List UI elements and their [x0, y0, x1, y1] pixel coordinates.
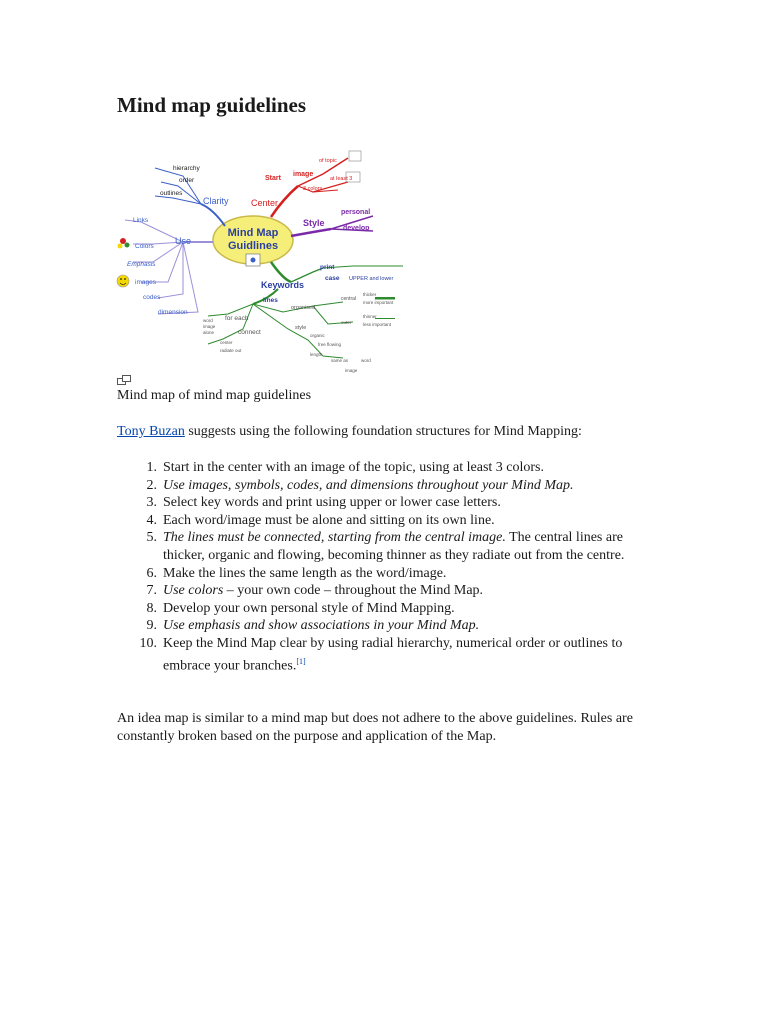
- label-links: Links: [133, 217, 149, 224]
- label-same-as: same as: [331, 358, 349, 363]
- label-case: case: [325, 275, 340, 282]
- label-word: word: [203, 318, 213, 323]
- list-item: 2. Use images, symbols, codes, and dimensions throughout your Mind Map.: [146, 477, 574, 493]
- label-image-2: image: [203, 324, 216, 329]
- figure-caption: Mind map of mind map guidelines: [117, 388, 312, 403]
- label-style: Style: [303, 218, 325, 228]
- label-less-important: less important: [363, 322, 392, 327]
- label-center-2: center: [220, 340, 233, 345]
- intro-text: suggests using the following foundation structures for Mind Mapping:: [184, 424, 582, 439]
- branch-keywords: [203, 262, 403, 373]
- label-of-topic: of topic: [319, 158, 337, 164]
- label-personal: personal: [341, 209, 371, 216]
- label-organic: organic: [310, 333, 325, 338]
- label-outer: outer: [341, 320, 352, 325]
- branch-clarity: [155, 165, 229, 226]
- label-at-least-3: at least 3: [330, 176, 353, 182]
- label-thicker: thicker: [363, 292, 377, 297]
- label-more-important: more important: [363, 300, 394, 305]
- label-for-each: for each: [225, 315, 249, 322]
- color-dots-icon: [120, 238, 126, 244]
- label-3-colors: 3 colors: [303, 186, 323, 192]
- tony-buzan-link[interactable]: Tony Buzan: [117, 424, 185, 439]
- label-images: images: [135, 279, 156, 286]
- list-item: 7. Use colors – your own code – throughout the Mind Map.: [146, 583, 484, 599]
- list-item: 6. Make the lines the same length as the word/image.: [146, 565, 447, 581]
- label-connect: connect: [238, 329, 261, 336]
- closing-paragraph: An idea map is similar to a mind map but does not adhere to the above guidelines. Rules are constantly broken based on the purpose and application of the Map.: [117, 711, 633, 744]
- label-central: central: [341, 296, 357, 302]
- list-item: 10. Keep the Mind Map clear by using radial hierarchy, numerical order or outlines to embrace your branches.[1]: [139, 635, 623, 674]
- label-use: Use: [175, 236, 192, 246]
- list-item: 3. Select key words and print using upper or lower case letters.: [146, 495, 501, 511]
- list-item: 4. Each word/image must be alone and sitting on its own line.: [146, 512, 495, 528]
- label-hierarchy: hierarchy: [173, 165, 200, 172]
- branch-use: [117, 217, 213, 316]
- label-print: print: [320, 264, 335, 271]
- list-item: 8. Develop your own personal style of Mind Mapping.: [146, 600, 455, 616]
- label-style-2: style: [295, 325, 307, 331]
- label-order: order: [179, 177, 195, 184]
- label-image-3: image: [345, 368, 358, 373]
- label-emphasis: Emphasis: [127, 261, 156, 268]
- label-organised: organised: [291, 305, 316, 311]
- label-dimension: dimension: [158, 309, 188, 316]
- center-label-line2: Guidlines: [227, 240, 279, 252]
- label-lines: lines: [263, 297, 278, 304]
- label-clarity: Clarity: [203, 196, 229, 206]
- label-center: Center: [251, 198, 279, 208]
- label-keywords: Keywords: [261, 280, 305, 290]
- label-thinner: thinner: [363, 314, 377, 319]
- label-word-2: word: [361, 358, 371, 363]
- smiley-icon: [117, 275, 129, 287]
- list-item: 5. The lines must be connected, starting from the central image. The central lines are thicker, organic and flowing, becoming thinner as they radiate out from the centre.: [146, 530, 625, 563]
- label-upper-lower: UPPER and lower: [349, 276, 394, 282]
- label-colors: Colors: [135, 243, 154, 250]
- label-image: image: [293, 171, 314, 178]
- list-item: 1. Start in the center with an image of the topic, using at least 3 colors.: [146, 460, 545, 475]
- reference-link: [1]: [296, 656, 306, 666]
- branch-center: [251, 151, 361, 217]
- label-free-flowing: free flowing: [318, 342, 342, 347]
- page-title: Mind map guidelines: [117, 93, 307, 117]
- list-item: 9. Use emphasis and show associations in your Mind Map.: [146, 618, 480, 634]
- label-outlines: outlines: [160, 190, 183, 197]
- label-develop: develop: [343, 225, 370, 232]
- label-radiate-out: radiate out: [220, 348, 242, 353]
- enlarge-icon[interactable]: [117, 375, 131, 385]
- mind-map-figure[interactable]: [113, 144, 413, 379]
- label-start: Start: [265, 175, 281, 182]
- label-codes: codes: [143, 294, 161, 301]
- intro-paragraph: [117, 424, 677, 440]
- branch-style: [291, 209, 373, 236]
- label-alone: alone: [203, 330, 215, 335]
- label-length: length: [310, 352, 323, 357]
- center-label-line1: Mind Map: [227, 227, 279, 239]
- guidelines-list: [117, 459, 657, 675]
